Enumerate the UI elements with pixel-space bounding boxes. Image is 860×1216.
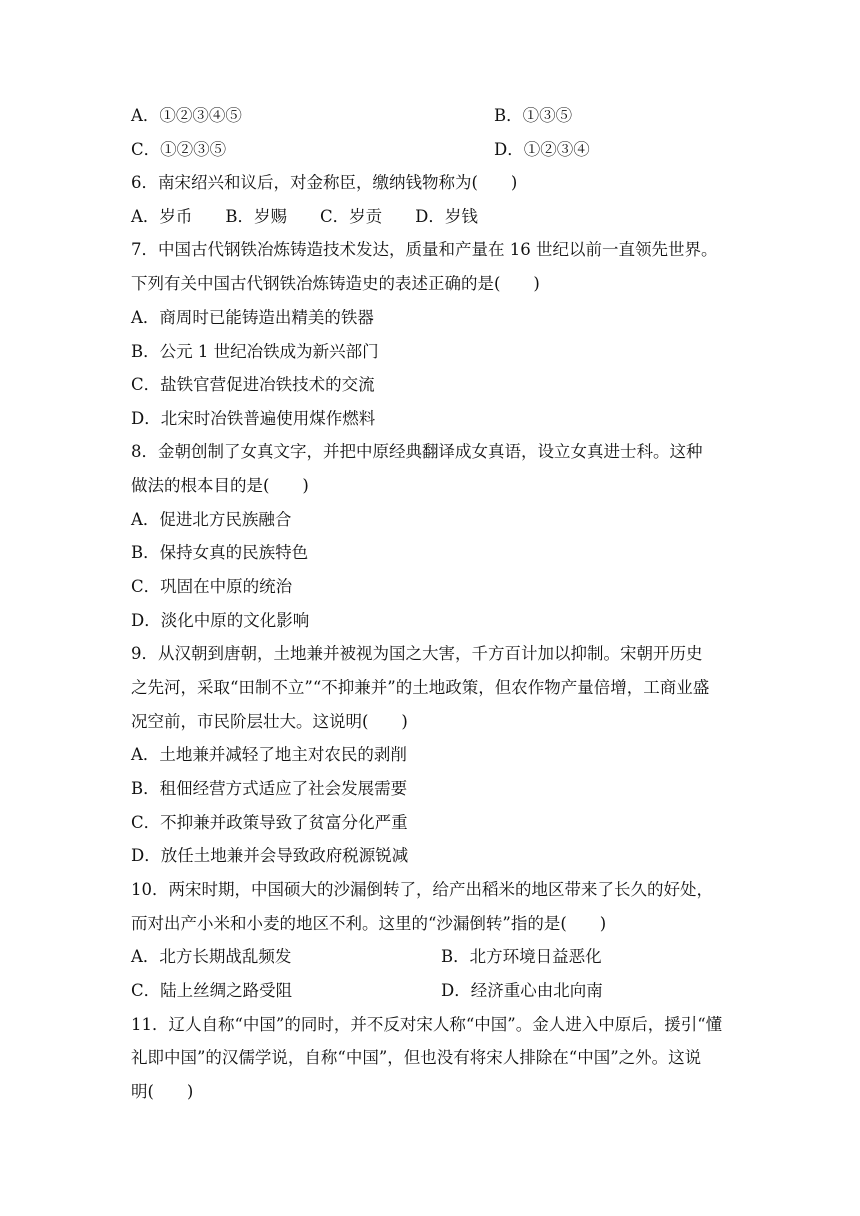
q11-stem-line2: 礼即中国”的汉儒学说，自称“中国”，但也没有将宋人排除在“中国”之外。这说 [131,1048,702,1067]
q5-option-b: B．①③⑤ [494,106,573,125]
q10-option-d: D．经济重心由北向南 [441,981,603,1000]
q10-stem-line1: 10．两宋时期，中国硕大的沙漏倒转了，给产出稻米的地区带来了长久的好处， [131,880,713,899]
q7-stem-line2: 下列有关中国古代钢铁冶炼铸造史的表述正确的是( ) [131,274,540,293]
q8-option-c: C．巩固在中原的统治 [131,577,293,596]
q10-option-c: C．陆上丝绸之路受阻 [131,981,293,1000]
q7-stem-line1: 7．中国古代钢铁冶炼铸造技术发达，质量和产量在 16 世纪以前一直领先世界。 [131,240,718,259]
q6-options: A．岁币 B．岁赐 C．岁贡 D．岁钱 [131,207,478,226]
q9-option-d: D．放任土地兼并会导致政府税源锐减 [131,846,409,865]
q9-stem-line1: 9．从汉朝到唐朝，土地兼并被视为国之大害，千方百计加以抑制。宋朝开历史 [131,644,703,663]
q6-stem: 6．南宋绍兴和议后，对金称臣，缴纳钱物称为( ) [131,173,518,192]
q8-stem-line1: 8．金朝创制了女真文字，并把中原经典翻译成女真语，设立女真进士科。这种 [131,442,703,461]
q7-option-d: D．北宋时冶铁普遍使用煤作燃料 [131,409,376,428]
q7-option-b: B．公元 1 世纪冶铁成为新兴部门 [131,342,379,361]
q5-option-a: A．①②③④⑤ [131,106,242,125]
q9-stem-line2: 之先河，采取“田制不立”“不抑兼并”的土地政策，但农作物产量倍增，工商业盛 [131,678,710,697]
q7-option-c: C．盐铁官营促进冶铁技术的交流 [131,375,375,394]
q9-option-b: B．租佃经营方式适应了社会发展需要 [131,779,408,798]
q7-option-a: A．商周时已能铸造出精美的铁器 [131,308,374,327]
q8-stem-line2: 做法的根本目的是( ) [131,476,309,495]
q8-option-b: B．保持女真的民族特色 [131,543,309,562]
q8-option-a: A．促进北方民族融合 [131,510,292,529]
q9-option-c: C．不抑兼并政策导致了贫富分化严重 [131,813,408,832]
q9-stem-line3: 况空前，市民阶层壮大。这说明( ) [131,712,408,731]
q5-option-d: D．①②③④ [494,140,590,159]
q10-option-b: B．北方环境日益恶化 [441,947,602,966]
q11-stem-line1: 11．辽人自称“中国”的同时，并不反对宋人称“中国”。金人进入中原后，援引“懂 [131,1015,723,1034]
q5-option-c: C．①②③⑤ [131,140,227,159]
q10-option-a: A．北方长期战乱频发 [131,947,292,966]
q10-stem-line2: 而对出产小米和小麦的地区不利。这里的“沙漏倒转”指的是( ) [131,914,607,933]
q11-stem-line3: 明( ) [131,1082,194,1101]
q9-option-a: A．土地兼并减轻了地主对农民的剥削 [131,745,407,764]
q8-option-d: D．淡化中原的文化影响 [131,611,310,630]
